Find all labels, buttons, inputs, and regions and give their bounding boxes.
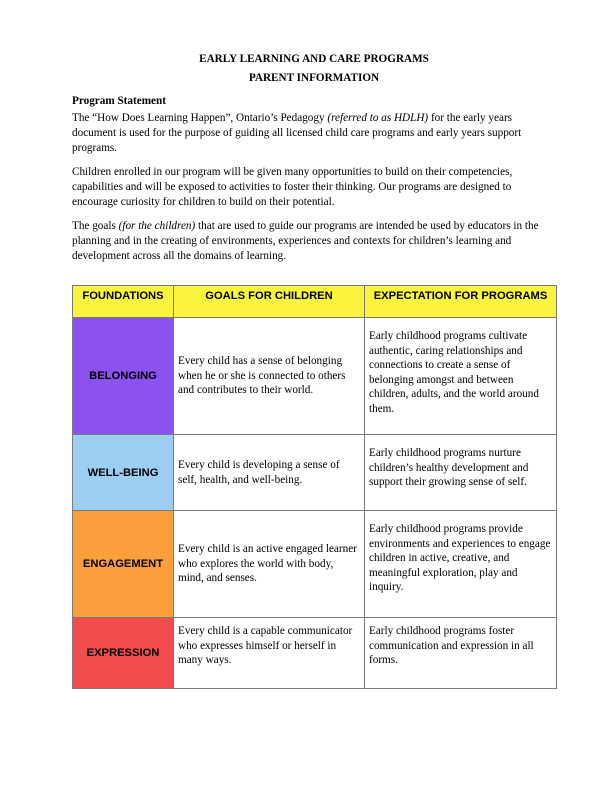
paragraph-pedagogy-italic: (referred to as HDLH) [327,112,429,124]
foundation-engagement: ENGAGEMENT [73,511,174,618]
header-goals: GOALS FOR CHILDREN [174,286,365,318]
foundation-wellbeing: WELL-BEING [73,435,174,511]
document-subtitle: PARENT INFORMATION [248,72,380,84]
foundations-table [72,285,557,689]
paragraph-pedagogy [72,111,556,156]
table-row [73,618,557,689]
paragraph-goals-end: that are used to guide our programs are intended be used by educators in the planning and in the creating of environments, experiences and contexts for children’s learning and development across all the domains of learning. [72,220,539,262]
document-page [72,52,556,273]
header-foundations: FOUNDATIONS [73,286,174,318]
section-heading: Program Statement [72,95,166,107]
expectation-wellbeing: Early childhood programs nurture children’s healthy development and support their growing sense of self. [365,435,557,511]
paragraph-pedagogy-end: for the early years document is used for the purpose of guiding all licensed child care programs and early years support programs. [72,112,522,154]
goal-wellbeing: Every child is developing a sense of self, health, and well-being. [174,435,365,511]
foundation-belonging: BELONGING [73,318,174,435]
document-title: EARLY LEARNING AND CARE PROGRAMS [199,53,429,65]
goal-engagement: Every child is an active engaged learner who explores the world with body, mind, and senses. [174,511,365,618]
expectation-belonging: Early childhood programs cultivate authentic, caring relationships and connections to create a sense of belonging amongst and between children, adults, and the world around them. [365,318,557,435]
goal-belonging: Every child has a sense of belonging when he or she is connected to others and contributes to their world. [174,318,365,435]
header-expectation: EXPECTATION FOR PROGRAMS [365,286,557,318]
table-row [73,435,557,511]
paragraph-goals [72,219,556,264]
goal-expression: Every child is a capable communicator who expresses himself or herself in many ways. [174,618,365,689]
paragraph-goals-start: The goals [72,220,119,232]
table-header-row [73,286,557,318]
paragraph-pedagogy-start: The “How Does Learning Happen”, Ontario’s Pedagogy [72,112,328,124]
paragraph-enrolment: Children enrolled in our program will be given many opportunities to build on their competencies, capabilities and will be exposed to activities to foster their thinking. Our programs are designed to encourage curiosity for children to build on their potential. [72,166,513,208]
expectation-engagement: Early childhood programs provide environments and experiences to engage children in active, creative, and meaningful exploration, play and inquiry. [365,511,557,618]
expectation-expression: Early childhood programs foster communication and expression in all forms. [365,618,557,689]
paragraph-goals-italic: (for the children) [118,220,196,232]
table-row [73,511,557,618]
foundation-expression: EXPRESSION [73,618,174,689]
table-row [73,318,557,435]
